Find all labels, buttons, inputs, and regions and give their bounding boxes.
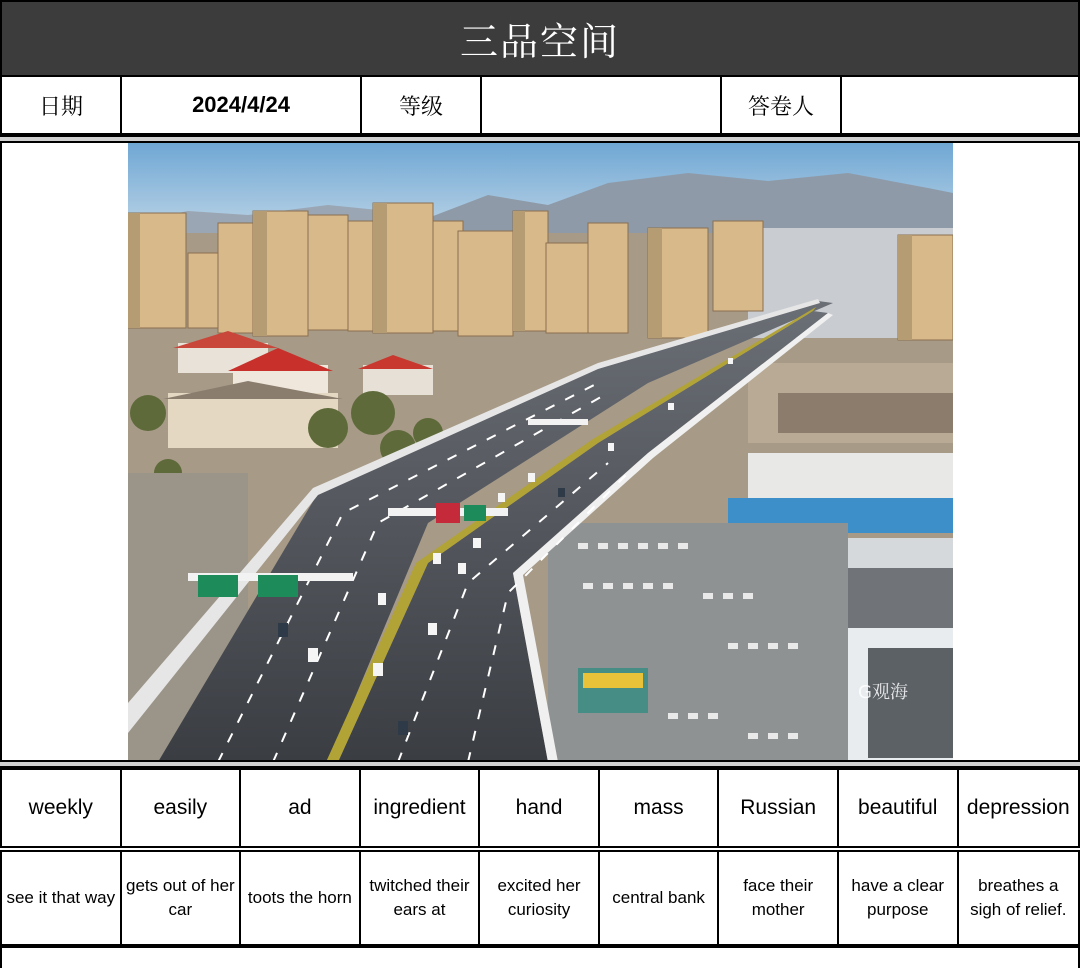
phrase-cell: toots the horn	[241, 852, 361, 944]
phrase-cell: face their mother	[719, 852, 839, 944]
date-value: 2024/4/24	[122, 77, 362, 133]
vocab-cell: weekly	[2, 770, 122, 846]
photo-frame	[0, 143, 1080, 762]
separator-middle	[0, 760, 1080, 768]
title-text: 三品空间	[459, 20, 620, 64]
vocab-cell: easily	[122, 770, 242, 846]
respondent-value-field[interactable]	[842, 77, 1080, 133]
info-row	[0, 77, 1080, 135]
grade-label: 等级	[362, 77, 482, 133]
grade-value-field[interactable]	[482, 77, 722, 133]
vocab-cell: ingredient	[361, 770, 481, 846]
bottom-row	[0, 946, 1080, 968]
date-label: 日期	[2, 77, 122, 133]
separator-top	[0, 135, 1080, 143]
phrase-cell: gets out of her car	[122, 852, 242, 944]
phrase-cell: central bank	[600, 852, 720, 944]
photo-watermark: G观海	[858, 682, 908, 703]
vocab-cell: Russian	[719, 770, 839, 846]
phrase-cell: have a clear purpose	[839, 852, 959, 944]
vocab-row	[0, 768, 1080, 848]
page-title	[0, 0, 1080, 77]
phrase-row	[0, 850, 1080, 946]
vocab-cell: depression	[959, 770, 1080, 846]
vocab-cell: beautiful	[839, 770, 959, 846]
phrase-cell: excited her curiosity	[480, 852, 600, 944]
vocab-cell: hand	[480, 770, 600, 846]
photo-illustration	[128, 143, 953, 762]
city-highway-photo	[128, 143, 953, 762]
phrase-cell: breathes a sigh of relief.	[959, 852, 1080, 944]
phrase-cell: see it that way	[2, 852, 122, 944]
vocab-cell: mass	[600, 770, 720, 846]
phrase-cell: twitched their ears at	[361, 852, 481, 944]
vocab-cell: ad	[241, 770, 361, 846]
respondent-label: 答卷人	[722, 77, 842, 133]
